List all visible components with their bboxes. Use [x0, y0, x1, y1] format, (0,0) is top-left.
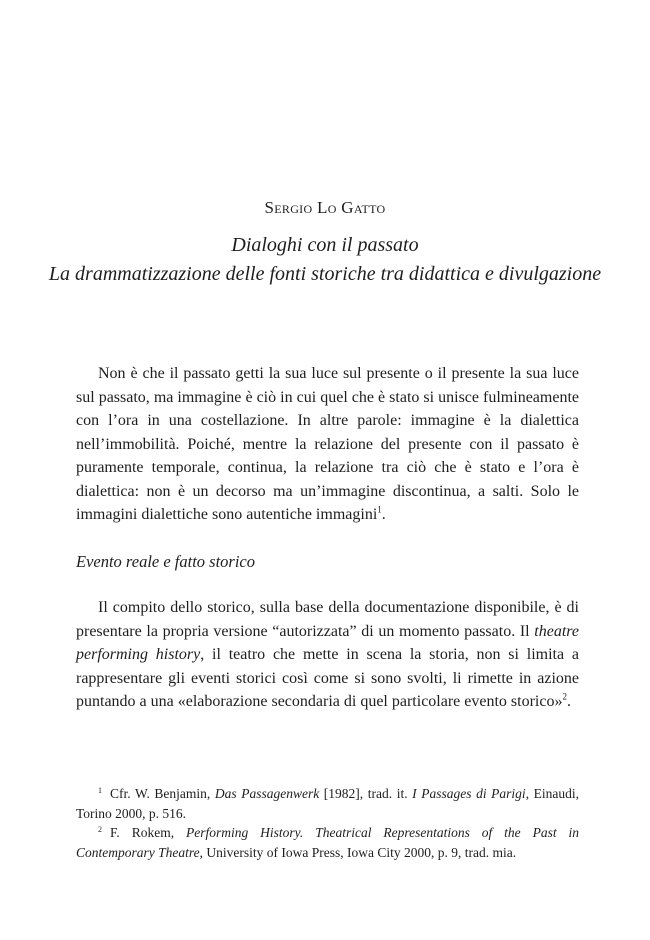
- footnote-2: $^2$ F. Rokem, Performing History. Theatrical Representations of the Past in Contemporary Theatre, University of Iowa Press, Iowa City 2000, p. 9, trad. mia.: [76, 824, 579, 860]
- footnote-ref-2[interactable]: 2: [562, 691, 567, 702]
- title-subtitle: La drammatizzazione delle fonti storiche tra didattica e divulgazione: [48, 263, 602, 285]
- chapter-title: [0, 231, 650, 289]
- body-paragraph-1: Non è che il passato getti la sua luce sul presente o il presente la sua luce sul passato, ma immagine è ciò in cui quel che è stato si unisce fulmineamente con l’ora in una costellazione. In altre parole: immagine è la dialettica nell’immobilità. Poiché, mentre la relazione del presente con il passato è puramente temporale, continua, la relazione tra ciò che è stato e l’ora è dialettica: non è un decorso ma un’immagine discontinua, a salti. Solo le immagini dialettiche sono autentiche immagini$^1$.: [76, 365, 579, 523]
- title-main: Dialoghi con il passato: [231, 234, 419, 256]
- body-paragraph-2: Il compito dello storico, sulla base della documentazione disponibile, è di presentare la propria versione “autorizzata” di un momento passato. Il theatre performing history, il teatro che mette in scena la storia, non si limita a rappresentare gli eventi storici così come si sono svolti, li rimette in azione puntando a una «elaborazione secondaria di quel particolare evento storico»$^2$.: [76, 599, 579, 710]
- footnote-1: $^1$ Cfr. W. Benjamin, Das Passagenwerk [1982], trad. it. I Passages di Parigi, Einaudi, Torino 2000, p. 516.: [76, 785, 580, 821]
- footnote-ref-1[interactable]: 1: [377, 504, 382, 515]
- section-heading: Evento reale e fatto storico: [76, 552, 256, 571]
- author-name: Sergio Lo Gatto: [264, 198, 386, 217]
- footnotes: [76, 784, 579, 862]
